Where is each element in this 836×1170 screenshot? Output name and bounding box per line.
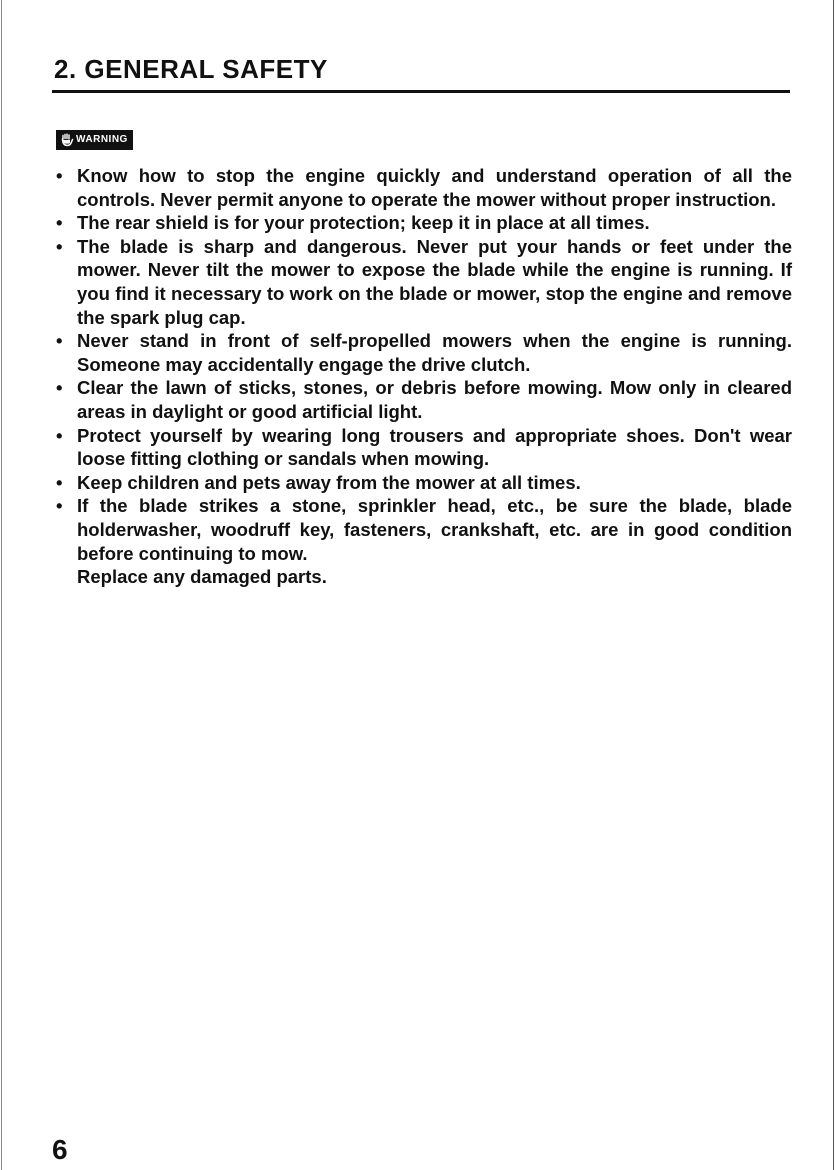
safety-item: [54, 235, 792, 329]
safety-item: [54, 211, 792, 235]
safety-list: [54, 164, 792, 589]
safety-item-text: Never stand in front of self-propelled mowers when the engine is running. Someone may accidentally engage the drive clutch.: [77, 330, 792, 375]
hand-warning-icon: [60, 133, 74, 147]
page-edge-left: [1, 0, 2, 1170]
page-edge-right: [833, 0, 834, 1170]
warning-badge: [56, 130, 133, 150]
safety-item: [54, 471, 792, 495]
warning-label: WARNING: [76, 134, 128, 145]
bullet-icon: •: [56, 471, 63, 493]
bullet-icon: •: [56, 377, 63, 399]
safety-item-text: If the blade strikes a stone, sprinkler head, etc., be sure the blade, blade holderwasher, woodruff key, fasteners, crankshaft, etc. are in good condition before continuing to mow.: [77, 495, 792, 564]
bullet-icon: •: [56, 330, 63, 352]
safety-item-text: The blade is sharp and dangerous. Never put your hands or feet under the mower. Never tilt the mower to expose the blade while the engine is running. If you find it necessary to work on the blade or mower, stop the engine and remove the spark plug cap.: [77, 235, 792, 328]
safety-item-text: Know how to stop the engine quickly and understand operation of all the controls. Never permit anyone to operate the mower without proper instruction.: [77, 165, 792, 210]
bullet-icon: •: [56, 212, 63, 234]
safety-item-note: Replace any damaged parts.: [77, 566, 327, 588]
bullet-icon: •: [56, 495, 63, 517]
safety-item: [54, 494, 792, 588]
safety-item-text: The rear shield is for your protection; keep it in place at all times.: [77, 212, 650, 234]
section-title: 2. GENERAL SAFETY: [54, 54, 328, 84]
safety-item: [54, 376, 792, 423]
safety-item-text: Keep children and pets away from the mower at all times.: [77, 471, 581, 493]
page-number: 6: [52, 1134, 68, 1165]
bullet-icon: •: [56, 235, 63, 257]
bullet-icon: •: [56, 165, 63, 186]
safety-item-text: Protect yourself by wearing long trousers and appropriate shoes. Don't wear loose fitting clothing or sandals when mowing.: [77, 424, 792, 470]
safety-item: [54, 424, 792, 471]
safety-item: [54, 329, 792, 376]
safety-item-text: Clear the lawn of sticks, stones, or debris before mowing. Mow only in cleared areas in daylight or good artificial light.: [77, 377, 792, 422]
title-rule: [52, 90, 790, 93]
safety-item: [54, 164, 792, 211]
bullet-icon: •: [56, 424, 63, 446]
